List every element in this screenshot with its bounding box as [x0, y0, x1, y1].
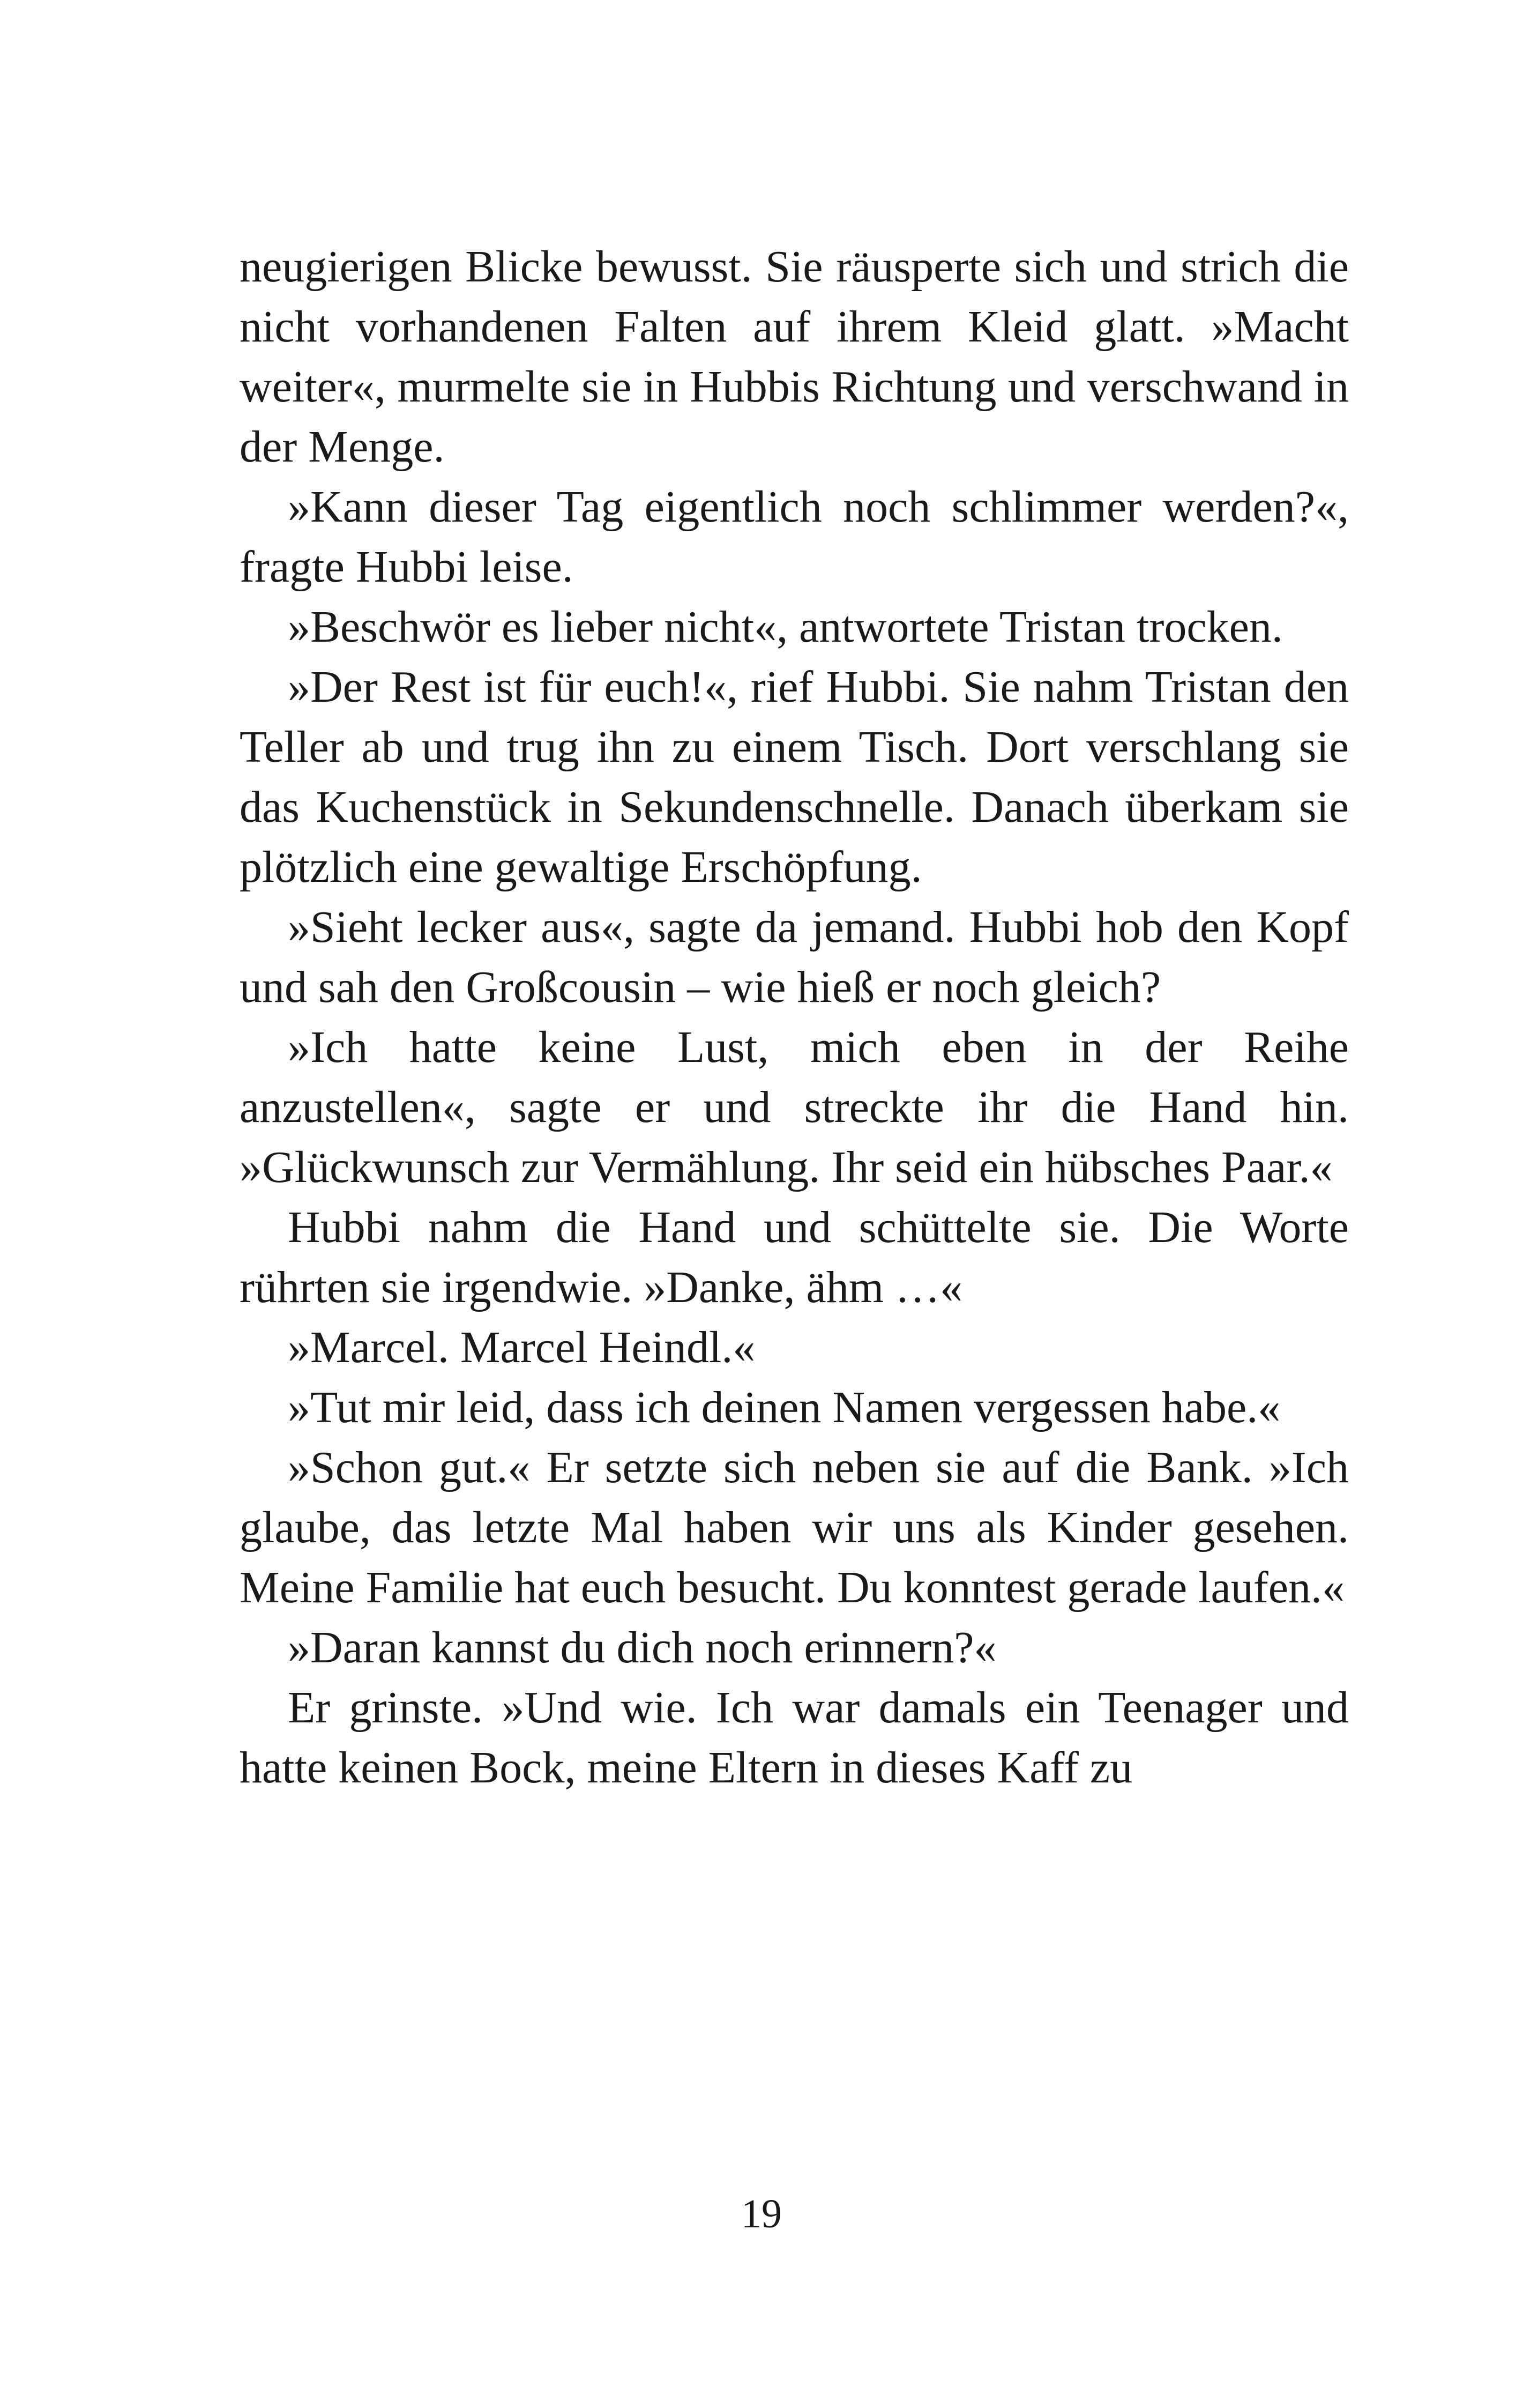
body-text	[240, 237, 1349, 1798]
paragraph: »Tut mir leid, dass ich deinen Namen vergessen habe.«	[288, 1383, 1281, 1432]
paragraph: »Ich hatte keine Lust, mich eben in der Reihe anzustellen«, sagte er und streckte ihr die Hand hin. »Glückwunsch zur Vermählung. Ihr seid ein hübsches Paar.«	[240, 1022, 1349, 1192]
paragraph: »Sieht lecker aus«, sagte da jemand. Hubbi hob den Kopf und sah den Großcousin – wie hieß er noch gleich?	[240, 902, 1349, 1012]
paragraph: Er grinste. »Und wie. Ich war damals ein Teenager und hatte keinen Bock, meine Eltern in dieses Kaff zu	[240, 1683, 1349, 1793]
paragraph: Hubbi nahm die Hand und schüttelte sie. Die Worte rührten sie irgendwie. »Danke, ähm …«	[240, 1202, 1349, 1312]
paragraph: »Schon gut.« Er setzte sich neben sie auf die Bank. »Ich glaube, das letzte Mal haben wir uns als Kinder gesehen. Meine Familie hat euch besucht. Du konntest gerade laufen.«	[240, 1443, 1349, 1612]
paragraph: »Marcel. Marcel Heindl.«	[288, 1322, 756, 1372]
paragraph: »Kann dieser Tag eigentlich noch schlimmer werden?«, fragte Hubbi leise.	[240, 482, 1349, 592]
page-number: 19	[741, 2191, 782, 2236]
paragraph: »Der Rest ist für euch!«, rief Hubbi. Sie nahm Tristan den Teller ab und trug ihn zu einem Tisch. Dort verschlang sie das Kuchenstück in Sekundenschnelle. Danach überkam sie plötzlich eine gewaltige Erschöpfung.	[240, 662, 1349, 892]
paragraph: neugierigen Blicke bewusst. Sie räusperte sich und strich die nicht vorhandenen Falten auf ihrem Kleid glatt. »Macht weiter«, murmelte sie in Hubbis Richtung und verschwand in der Menge.	[240, 242, 1349, 472]
paragraph: »Daran kannst du dich noch erinnern?«	[288, 1623, 997, 1673]
paragraph: »Beschwör es lieber nicht«, antwortete Tristan trocken.	[288, 602, 1283, 652]
